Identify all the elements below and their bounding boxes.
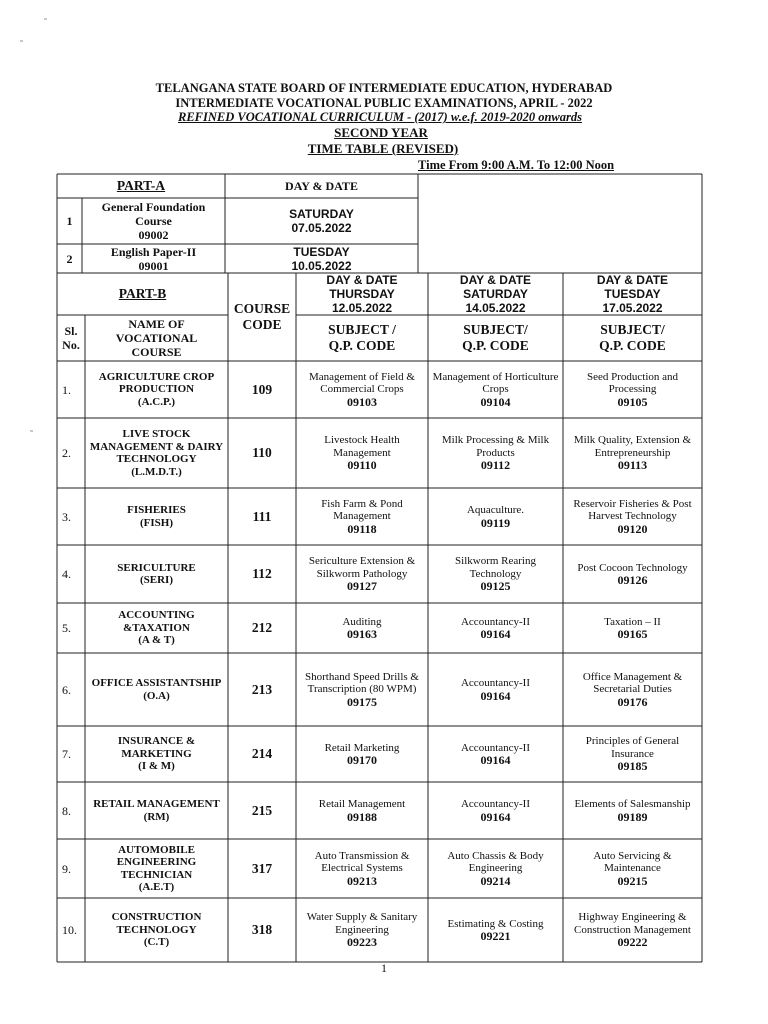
subject-name: Reservoir Fisheries & Post Harvest Technology [573,497,692,523]
part-b-title: PART-B [118,286,167,301]
row-subject-day1 [296,418,428,488]
row-course-name [85,726,228,782]
qp-code: 09215 [617,873,648,888]
qp-code: 09110 [347,458,377,473]
row-subject-day1 [296,726,428,782]
row-subject-day2 [428,726,563,782]
subject-name: Accountancy-II [460,798,531,810]
part-a-row-1-date-value: 07.05.2022 [291,221,352,235]
row-subject-day1 [296,782,428,839]
day3-subject-header: SUBJECT/ Q.P. CODE [599,322,666,353]
row-sl-no: 2. [62,446,71,460]
row-subject-day2 [428,418,563,488]
course-abbreviation: (RM) [143,810,170,823]
row-subject-day2 [428,653,563,726]
row-subject-day2 [428,839,563,898]
qp-code: 09118 [347,521,377,536]
qp-code: 09164 [480,809,511,824]
header-year: SECOND YEAR [334,125,428,140]
part-a-day-date-header: DAY & DATE [285,179,358,193]
course-abbreviation: (O.A) [143,689,170,702]
qp-code: 09213 [347,873,377,888]
subject-name: Management of Horticulture Crops [432,370,559,396]
row-course-name [85,418,228,488]
row-subject-day1 [296,361,428,418]
subject-name: Post Cocoon Technology [577,561,688,574]
qp-code: 09105 [617,394,648,409]
subject-name: Milk Quality, Extension & Entrepreneurship [573,434,692,459]
row-sl-no: 9. [62,861,71,876]
row-course-code: 318 [251,922,273,937]
subject-name: Accountancy-II [460,741,531,754]
part-a-row-2-day: TUESDAY [293,244,350,259]
subject-name: Milk Processing & Milk Products [441,434,550,459]
row-sl-no: 4. [62,567,71,581]
row-course-code: 110 [252,445,272,460]
row-subject-day3 [563,839,702,898]
part-a-row-1-course-name: General Foundation Course [101,200,206,228]
row-sl-no: 10. [62,923,77,937]
day2-day: SATURDAY [463,287,528,301]
subject-name: Water Supply & Sanitary Engineering [306,911,418,936]
row-course-code: 212 [251,620,273,635]
part-a-row-1-sl: 1 [66,214,73,228]
course-abbreviation: (I & M) [138,760,175,773]
row-course-name [85,603,228,653]
subject-name: Management of Field & Commercial Crops [308,370,415,396]
qp-code: 09125 [480,579,511,594]
row-subject-day3 [563,361,702,418]
subject-name: Office Management & Secretarial Duties [582,670,683,696]
subject-name: Taxation – II [604,615,661,628]
row-subject-day1 [296,839,428,898]
course-abbreviation: (FISH) [139,516,173,529]
row-course-name [85,782,228,839]
part-a-row-1-day: SATURDAY [289,207,354,221]
row-subject-day1 [296,603,428,653]
qp-code: 09164 [480,627,511,641]
header-line-2: INTERMEDIATE VOCATIONAL PUBLIC EXAMINATIONS, APRIL - 2022 [175,96,593,110]
qp-code: 09120 [617,521,648,536]
course-name-text: SERICULTURE [117,561,196,574]
subject-name: Retail Marketing [324,741,400,754]
qp-code: 09188 [346,809,377,824]
row-course-name [85,545,228,603]
qp-code: 09170 [347,753,377,767]
qp-code: 09221 [480,929,511,943]
subject-name: Seed Production and Processing [586,370,679,396]
row-sl-no: 3. [62,509,71,524]
course-code-header: COURSE CODE [233,301,291,332]
row-sl-no: 8. [62,803,71,818]
row-subject-day3 [563,488,702,545]
row-subject-day1 [296,898,428,962]
qp-code: 09164 [480,688,511,703]
qp-code: 09223 [347,935,377,950]
part-a-row-2-date [225,244,418,273]
row-sl-no: 7. [62,747,71,761]
qp-code: 09113 [617,458,648,473]
qp-code: 09163 [347,627,377,641]
subject-name: Livestock Health Management [324,434,400,459]
day3-date: 17.05.2022 [602,301,663,315]
subject-name: Estimating & Costing [447,917,544,930]
qp-code: 09222 [617,935,648,950]
page-number: 1 [381,961,387,975]
subject-name: Auditing [342,615,382,628]
header-line-3: REFINED VOCATIONAL CURRICULUM - (2017) w.e.f. 2019-2020 onwards [178,110,582,124]
course-name-text: RETAIL MANAGEMENT [93,798,220,810]
header-timetable: TIME TABLE (REVISED) [307,141,459,156]
qp-code: 09104 [480,394,511,409]
subject-name: Silkworm Rearing Technology [455,555,536,580]
row-sl-no: 5. [62,621,71,635]
part-a-title: PART-A [116,178,166,193]
part-a-row-2-code: 09001 [138,258,169,273]
part-a-row-1-code: 09002 [138,228,169,242]
row-subject-day1 [296,653,428,726]
row-subject-day2 [428,545,563,603]
row-subject-day2 [428,488,563,545]
part-a-row-2-course-name: English Paper-II [110,244,197,259]
part-a-row-2-sl: 2 [66,251,73,266]
row-subject-day2 [428,603,563,653]
qp-code: 09119 [480,515,511,530]
day2-subject-header: SUBJECT/ Q.P. CODE [462,322,529,353]
subject-name: Fish Farm & Pond Management [321,497,403,523]
day1-subject-header: SUBJECT / Q.P. CODE [328,322,396,353]
day2-date: 14.05.2022 [465,301,526,315]
course-name-text: FISHERIES [127,504,186,516]
part-a-row-1-course [82,198,225,244]
qp-code: 09214 [480,873,511,888]
header-line-1: TELANGANA STATE BOARD OF INTERMEDIATE EDUCATION, HYDERABAD [155,81,613,95]
row-subject-day2 [428,361,563,418]
row-course-code: 214 [251,746,273,761]
qp-code: 09164 [480,753,511,767]
subject-name: Auto Servicing & Maintenance [593,849,672,875]
day1-header [296,273,428,315]
row-subject-day3 [563,545,702,603]
subject-name: Elements of Salesmanship [574,798,691,810]
subject-name: Auto Transmission & Electrical Systems [314,849,410,875]
subject-name: Accountancy-II [460,615,531,628]
course-abbreviation: (A.C.P.) [137,395,176,408]
scan-speck [30,430,33,432]
row-course-code: 317 [251,860,273,876]
qp-code: 09185 [617,759,648,774]
row-course-name [85,653,228,726]
row-subject-day1 [296,545,428,603]
row-subject-day3 [563,782,702,839]
course-abbreviation: (A & T) [138,634,175,647]
course-name-text: ACCOUNTING &TAXATION [118,609,195,634]
row-course-code: 109 [251,381,273,397]
row-course-name [85,361,228,418]
part-a-row-1-date [225,198,418,244]
qp-code: 09175 [347,694,377,709]
qp-code: 09103 [347,394,377,409]
exam-time: Time From 9:00 A.M. To 12:00 Noon [418,158,615,172]
course-name-text: AUTOMOBILE ENGINEERING TECHNICIAN [116,843,197,881]
qp-code: 09112 [480,458,511,473]
row-subject-day1 [296,488,428,545]
course-abbreviation: (SERI) [139,574,173,586]
subject-name: Shorthand Speed Drills & Transcription (80 WPM) [305,670,419,696]
course-name-text: CONSTRUCTION TECHNOLOGY [111,911,202,936]
sl-no-header: Sl. No. [62,324,80,352]
scan-speck [44,18,47,20]
subject-name: Auto Chassis & Body Engineering [447,849,544,875]
row-subject-day2 [428,898,563,962]
scan-speck [20,40,23,42]
qp-code: 09127 [347,579,377,594]
day2-header [428,273,563,315]
course-abbreviation: (L.M.D.T.) [131,465,182,478]
row-subject-day3 [563,418,702,488]
day1-date: 12.05.2022 [331,301,393,315]
row-course-code: 112 [252,566,272,581]
row-sl-no: 6. [62,682,71,697]
subject-name: Highway Engineering & Construction Management [573,911,691,936]
qp-code: 09189 [617,809,648,824]
day3-header [563,273,702,315]
day3-label: DAY & DATE [596,273,669,287]
course-name-text: AGRICULTURE CROP PRODUCTION [98,370,215,396]
day3-day: TUESDAY [604,287,661,301]
qp-code: 09176 [617,694,648,709]
subject-name: Aquaculture. [466,504,525,516]
row-course-code: 213 [251,681,273,697]
row-course-name [85,488,228,545]
row-subject-day3 [563,898,702,962]
day2-label: DAY & DATE [459,273,532,287]
subject-name: Retail Management [318,798,406,810]
subject-name: Accountancy-II [460,677,531,689]
course-name-text: INSURANCE & MARKETING [117,735,196,760]
subject-name: Principles of General Insurance [585,735,680,760]
row-subject-day3 [563,603,702,653]
subject-name: Sericulture Extension & Silkworm Pathology [308,555,416,580]
row-course-code: 111 [252,508,272,524]
day1-label: DAY & DATE [326,273,398,287]
course-abbreviation: (A.E.T) [138,881,175,893]
part-a-row-2-course [82,244,225,273]
row-course-name [85,898,228,962]
row-subject-day2 [428,782,563,839]
row-course-name [85,839,228,898]
part-a-row-2-date-value: 10.05.2022 [291,258,352,273]
course-name-text: LIVE STOCK MANAGEMENT & DAIRY TECHNOLOGY [89,428,224,465]
qp-code: 09126 [617,573,648,587]
row-subject-day3 [563,653,702,726]
course-abbreviation: (C.T) [143,936,170,949]
qp-code: 09165 [617,627,648,641]
row-course-code: 215 [251,802,273,818]
course-name-header: NAME OF VOCATIONAL COURSE [115,317,198,359]
row-sl-no: 1. [62,382,71,397]
day1-day: THURSDAY [329,287,395,301]
row-subject-day3 [563,726,702,782]
course-name-text: OFFICE ASSISTANTSHIP [91,677,222,689]
